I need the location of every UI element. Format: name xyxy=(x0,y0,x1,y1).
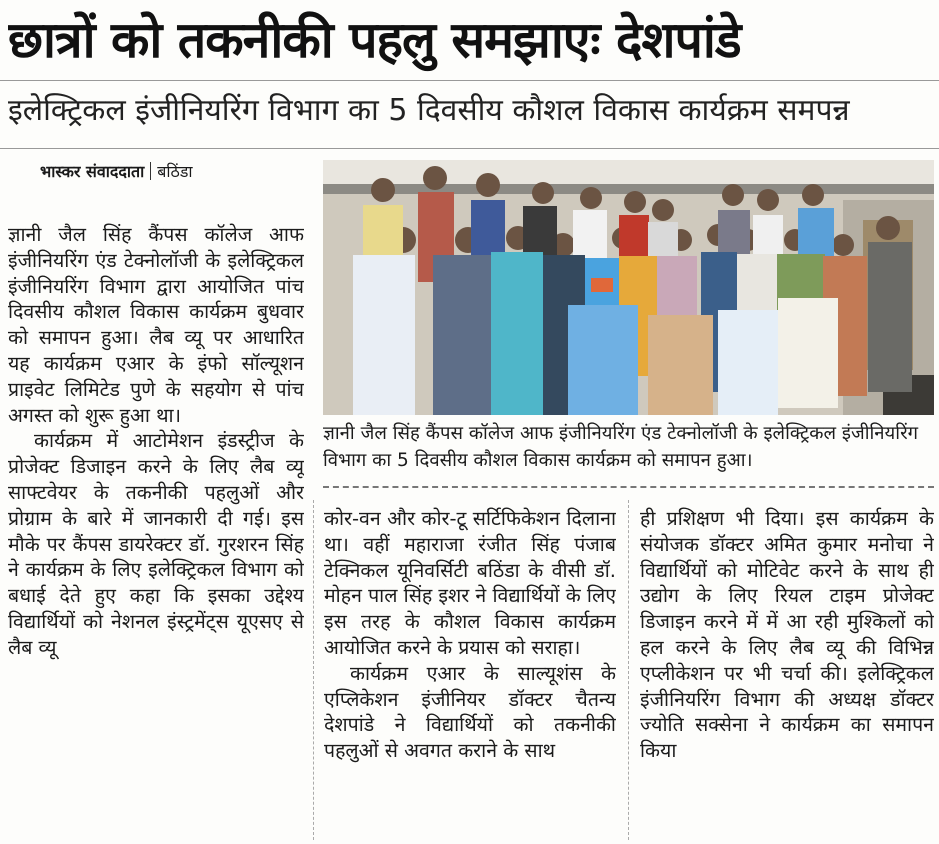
group-photo xyxy=(323,160,934,415)
column2-paragraph-1: कोर-वन और कोर-टू सर्टिफिकेशन दिलाना था। वहीं महाराजा रंजीत सिंह पंजाब टेक्निकल यूनिवर्सिटी बठिंडा के वीसी डॉ. मोहन पाल सिंह इशर ने विद्यार्थियों के लिए इस तरह के कौशल विकास कार्यक्रम आयोजित करने के प्रयास को सराहा। xyxy=(324,507,616,659)
headline: छात्रों को तकनीकी पहलु समझाएः देशपांडे xyxy=(8,11,741,69)
byline-reporter: भास्कर संवाददाता xyxy=(40,162,145,181)
column1-paragraph-2: कार्यक्रम में आटोमेशन इंडस्ट्रीज के प्रोजेक्ट डिजाइन करने के लिए लैब व्यू साफ्टवेयर के तकनीकी पहलुओं और प्रोग्राम के बारे में जानकारी दी गई। इस मौके पर कैंपस डायरेक्टर डॉ. गुरशरन सिंह ने कार्यक्रम के लिए इलेक्ट्रिकल विभाग को बधाई देते हुए कहा कि इसका उद्देश्य विद्यार्थियों को नेशनल इंस्ट्रमेंट्स यूएसए से लैब व्यू xyxy=(8,429,304,659)
byline-city: बठिंडा xyxy=(157,162,193,181)
subheadline-rule xyxy=(0,148,939,149)
byline xyxy=(40,160,193,184)
column2-paragraph-2: कार्यक्रम एआर के साल्यूशंस के एप्लिकेशन इंजीनियर डॉक्टर चैतन्य देशपांडे ने विद्यार्थियों को तकनीकी पहलुओं से अवगत कराने के साथ xyxy=(324,661,616,763)
headline-rule xyxy=(0,80,939,81)
subheadline: इलेक्ट्रिकल इंजीनियरिंग विभाग का 5 दिवसीय कौशल विकास कार्यक्रम समपन्न xyxy=(8,93,850,128)
column-divider-1 xyxy=(313,500,314,840)
article-column-3 xyxy=(640,506,934,840)
article-column-1 xyxy=(8,222,304,842)
column-divider-2 xyxy=(628,500,629,840)
column3-paragraph-1: ही प्रशिक्षण भी दिया। इस कार्यक्रम के संयोजक डॉक्टर अमित कुमार मनोचा ने विद्यार्थियों को मोटिवेट करने के साथ ही उद्योग के लिए रियल टाइम प्रोजेक्ट डिजाइन करने में में आ रही मुश्किलों को हल करने के लिए लैब व्यू की विभिन्न एप्लीकेशन पर भी चर्चा की। इलेक्ट्रिकल इंजीनियरिंग विभाग की अध्यक्ष डॉक्टर ज्योति सक्सेना ने कार्यक्रम का समापन किया xyxy=(640,507,934,763)
column1-paragraph-1: ज्ञानी जैल सिंह कैंपस कॉलेज आफ इंजीनियरिंग एंड टेक्नोलॉजी के इलेक्ट्रिकल इंजीनियरिंग विभाग द्वारा आयोजित पांच दिवसीय कौशल विकास कार्यक्रम बुधवार को समापन हुआ। लैब व्यू पर आधारित यह कार्यक्रम एआर के इंफो सॉल्यूशन प्राइवेट लिमिटेड पुणे के सहयोग से पांच अगस्त को शुरू हुआ था। xyxy=(8,223,304,427)
photo-caption: ज्ञानी जैल सिंह कैंपस कॉलेज आफ इंजीनियरिंग एंड टेक्नोलॉजी के इलेक्ट्रिकल इंजीनियरिंग विभाग का 5 दिवसीय कौशल विकास कार्यक्रम को समापन हुआ। xyxy=(323,423,919,471)
caption-divider xyxy=(323,486,934,488)
article-column-2 xyxy=(324,506,616,840)
